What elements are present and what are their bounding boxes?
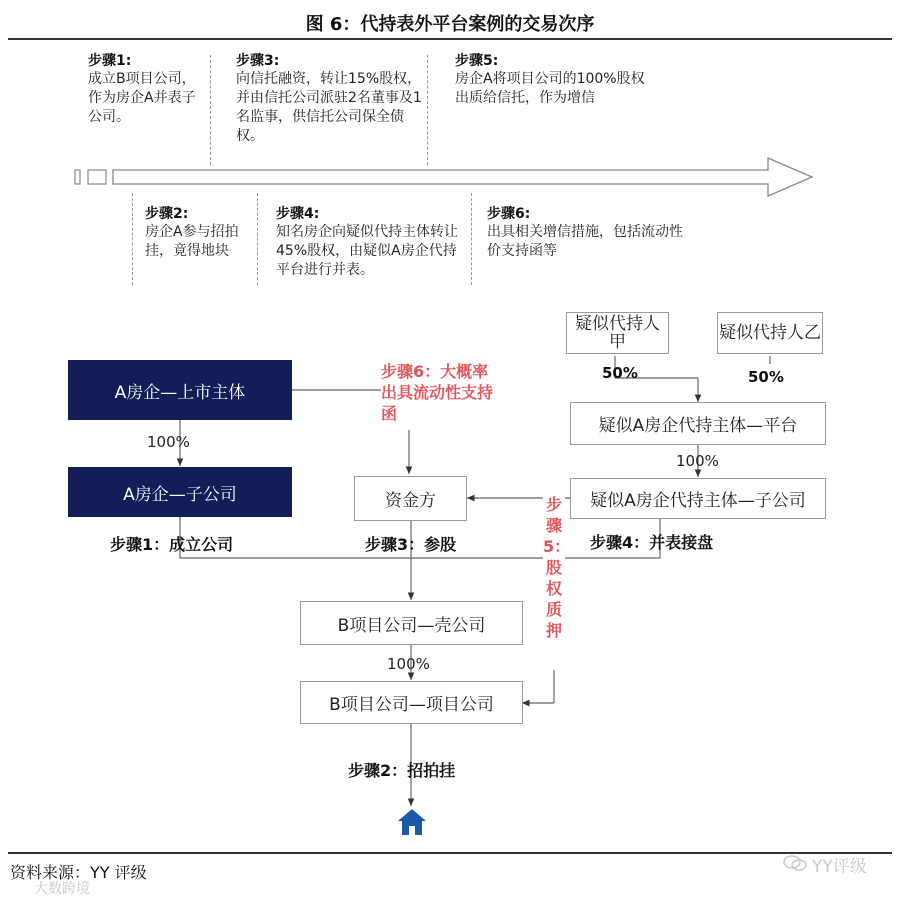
pct-holder-b: 50%	[748, 368, 784, 386]
pct-shell-to-project: 100%	[387, 655, 430, 673]
watermark-right: YY评级	[812, 857, 867, 877]
watermark-left: 大数跨境	[34, 881, 90, 897]
pct-holder-a: 50%	[602, 364, 638, 382]
step-text: 知名房企向疑似代持主体转让45%股权，由疑似A房企代持平台进行并表。	[276, 224, 458, 278]
source-note: 资料来源：YY 评级	[10, 863, 147, 882]
proxy-subsidiary-box: 疑似A房企代持主体—子公司	[570, 478, 826, 519]
step-title: 步骤2:	[145, 206, 189, 222]
step-text: 房企A将项目公司的100%股权出质给信托，作为增信	[455, 71, 645, 106]
holder-a-box: 疑似代持人甲	[566, 312, 669, 354]
step-title: 步骤3:	[236, 53, 280, 69]
proxy-platform-box: 疑似A房企代持主体—平台	[570, 402, 826, 445]
step-text: 成立B项目公司，作为房企A并表子公司。	[88, 71, 196, 125]
pct-platform-to-sub: 100%	[676, 452, 719, 470]
step-title: 步骤5:	[455, 53, 499, 69]
holder-b-box: 疑似代持人乙	[717, 312, 823, 354]
step-title: 步骤6:	[487, 206, 531, 222]
step-text: 向信托融资，转让15%股权，并由信托公司派驻2名董事及1名监事，供信托公司保全债权。	[236, 71, 422, 144]
a-subsidiary-box: A房企—子公司	[68, 467, 292, 517]
step4-label: 步骤4：并表接盘	[590, 533, 714, 552]
a-listed-entity-box: A房企—上市主体	[68, 360, 292, 420]
step-title: 步骤1:	[88, 53, 132, 69]
step6-annotation: 步骤6：大概率出具流动性支持函	[381, 361, 501, 424]
wechat-logo-icon	[782, 854, 808, 872]
figure-title: 图 6：代持表外平台案例的交易次序	[305, 14, 595, 35]
step-title: 步骤4:	[276, 206, 320, 222]
pct-listed-to-sub: 100%	[147, 433, 190, 451]
step1-label: 步骤1：成立公司	[110, 535, 234, 554]
shell-company-box: B项目公司—壳公司	[300, 601, 523, 645]
step2-label: 步骤2：招拍挂	[348, 761, 456, 780]
house-icon	[397, 808, 427, 836]
project-company-box: B项目公司—项目公司	[300, 681, 523, 724]
footer-rule	[8, 852, 892, 854]
funder-box: 资金方	[354, 476, 467, 521]
step-text: 房企A参与招拍挂，竟得地块	[145, 224, 239, 259]
step5-annotation: 步骤5：股权质押	[543, 495, 571, 640]
step3-label: 步骤3：参股	[365, 535, 457, 554]
step-text: 出具相关增信措施，包括流动性价支持函等	[487, 224, 683, 259]
